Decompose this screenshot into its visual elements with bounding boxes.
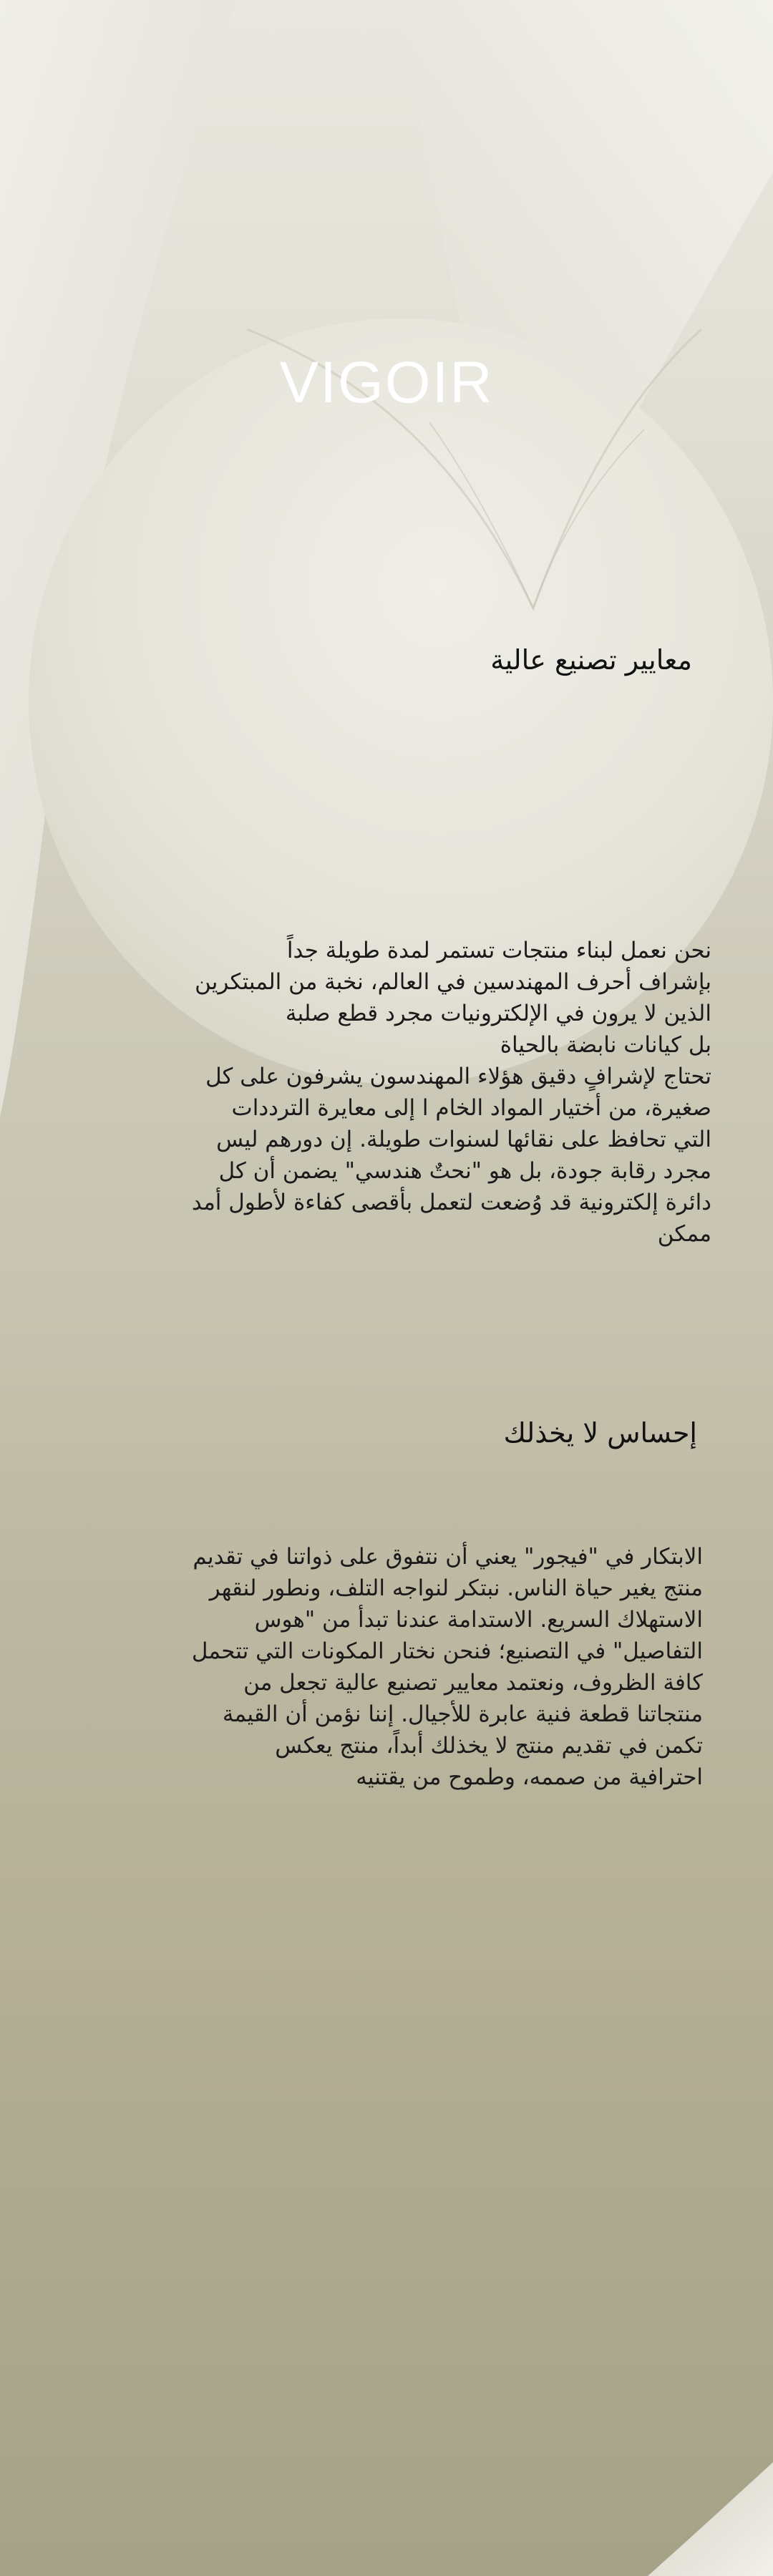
body-line: الاستهلاك السريع. الاستدامة عندنا تبدأ من "هوس [254,1607,703,1633]
section-title-feeling: إحساس لا يخذلك [503,1417,697,1449]
body-line: كافة الظروف، ونعتمد معايير تصنيع عالية تجعل من [243,1670,703,1696]
body-line: بل كيانات نابضة بالحياة [500,1032,711,1059]
bottom-right-corner [648,2462,773,2576]
brand-logo-text: VIGOIR [279,351,494,412]
body-line: احترافية من صممه، وطموح من يقتنيه [356,1764,703,1791]
section-body-feeling [66,1541,703,1793]
body-line: صغيرة، من أختيار المواد الخام ا إلى معايرة الترددات [231,1095,711,1122]
body-line: بإشراف أحرف المهندسين في العالم، نخبة من المبتكرين [195,969,711,996]
brand-logo [258,351,515,412]
section-body-manufacturing [67,935,711,1250]
body-line: تحتاج لإشرافٍ دقيق هؤلاء المهندسون يشرفون على كل [205,1064,711,1090]
body-line: التفاصيل" في التصنيع؛ فنحن نختار المكونات التي تتحمل [191,1638,703,1665]
body-line: ممكن [657,1221,711,1248]
body-line: منتجاتنا قطعة فنية عابرة للأجيال. إننا نؤمن أن القيمة [222,1701,703,1728]
body-line: مجرد رقابة جودة، بل هو "نحتٌ هندسي" يضمن أن كل [218,1158,711,1185]
body-line: دائرة إلكترونية قد وُضعت لتعمل بأقصى كفاءة لأطول أمد [191,1190,711,1216]
body-line: نحن نعمل لبناء منتجات تستمر لمدة طويلة جداً [286,938,711,963]
body-line: تكمن في تقديم منتج لا يخذلك أبداً، منتج يعكس [275,1733,703,1759]
body-line: الابتكار في "فيجور" يعني أن نتفوق على ذواتنا في تقديم [193,1544,703,1570]
section-title-manufacturing: معايير تصنيع عالية [490,644,692,676]
body-line: الذين لا يرون في الإلكترونيات مجرد قطع صلبة [285,1001,711,1027]
body-line: التي تحافظ على نقائها لسنوات طويلة. إن دورهم ليس [216,1127,711,1153]
body-line: منتج يغير حياة الناس. نبتكر لنواجه التلف، ونطور لنقهر [209,1575,703,1602]
